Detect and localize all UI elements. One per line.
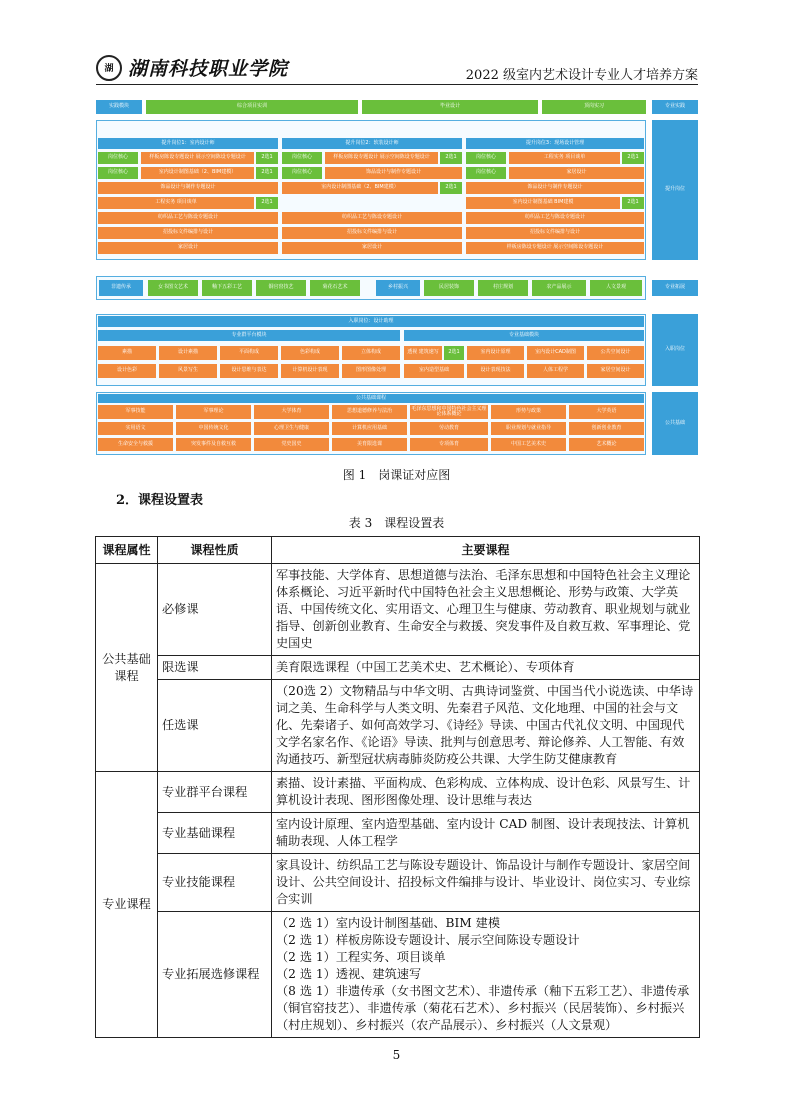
elective-line: （2 选 1）透视、建筑速写 [276,967,422,981]
choice-label: 2选1 [440,152,462,164]
course-attribute: 公共基础课程 [96,564,158,772]
position-core-label: 岗位核心 [466,167,506,179]
choice-label: 2选1 [622,197,644,209]
practice-module-label: 实践模块 [96,100,142,114]
course-block: 艺术概论 [569,438,644,451]
course-block: 专项体育 [410,438,488,451]
public-basic-title: 公共基础课程 [98,394,644,403]
course-block: 饰品设计与制作专题设计 [466,182,644,194]
course-list [272,912,700,1038]
table-row [96,854,700,912]
column-title: 提升岗位2：软装设计师 [282,138,462,149]
course-block: 平面构成 [220,346,278,360]
course-block: 风景写生 [159,364,217,378]
page-header [96,52,698,86]
course-nature: 专业拓展选修课程 [158,912,272,1038]
choice-label: 2选1 [444,346,464,360]
section-heading: 2．课程设置表 [116,493,204,508]
course-block: 室内造型基础 [404,364,464,378]
course-table [95,536,700,1038]
school-name: 湖南科技职业学院 [128,58,289,80]
course-block: 样板房陈设专题设计 展示空间陈设专题设计 [466,242,644,254]
platform-module-title: 专业群平台模块 [98,330,400,341]
side-label-entry: 入职岗位 [652,314,698,386]
course-block: 工程实务 项目谈单 [509,152,620,164]
choice-label: 2选1 [256,197,278,209]
choice-label: 2选1 [622,152,644,164]
extension-item: 菊花石艺术 [310,280,360,296]
course-block: 职业规划与就业指导 [491,422,566,435]
practice-block: 顶岗实习 [542,100,646,114]
course-block: 招投标文件编排与设计 [466,227,644,239]
course-block: 生命安全与救援 [98,438,173,451]
course-block: 纺织品工艺与陈设专题设计 [466,212,644,224]
course-block: 设计素描 [159,346,217,360]
table-row [96,564,700,656]
course-list: 军事技能、大学体育、思想道德与法治、毛泽东思想和中国特色社会主义理论体系概论、习近平新时代中国特色社会主义思想概论、形势与政策、大学英语、中国传统文化、实用语文、心理卫生与健康、劳动教育、职业规划与就业指导、创新创业教育、生命安全与救援、突发事件及自救互救、军事理论、党史国史 [272,564,700,656]
choice-label: 2选1 [440,182,462,194]
extension-item: 村庄规划 [478,280,528,296]
extension-item: 铜官窑技艺 [256,280,306,296]
choice-label: 2选1 [256,167,278,179]
column-title: 提升岗位3：现场设计管理 [466,138,644,149]
side-label-public: 公共基础 [652,392,698,455]
course-list: 美育限选课程（中国工艺美术史、艺术概论）、专项体育 [272,656,700,680]
course-block: 样板房陈设专题设计 展示空间陈设专题设计 [325,152,438,164]
table-row [96,772,700,813]
course-block: 突发事件及自救互救 [176,438,251,451]
course-block: 计算机应用基础 [332,422,407,435]
table-row [96,813,700,854]
basic-module-title: 专业基础模块 [404,330,644,341]
document-title: 2022 级室内艺术设计专业人才培养方案 [465,68,698,83]
table-row [96,680,700,772]
course-block: 军事理论 [176,405,251,419]
elective-line: （2 选 1）室内设计制图基础、BIM 建模 [276,916,501,930]
page-number: 5 [392,1048,401,1062]
table-header: 课程属性 [96,537,158,564]
rural-label: 乡村振兴 [376,280,420,296]
course-block: 家居设计 [509,167,644,179]
course-block: 纺织品工艺与陈设专题设计 [282,212,462,224]
course-block: 劳动教育 [410,422,488,435]
course-block: 样板房陈设专题设计 展示空间陈设专题设计 [141,152,254,164]
post-course-certificate-diagram [96,98,698,455]
elective-line: （2 选 1）样板房陈设专题设计、展示空间陈设专题设计 [276,933,580,947]
side-label-extension: 专业拓展 [652,280,698,296]
course-block: 招投标文件编排与设计 [98,227,278,239]
course-block: 招投标文件编排与设计 [282,227,462,239]
column-title: 提升岗位1：室内设计师 [98,138,278,149]
course-nature: 限选课 [158,656,272,680]
extension-item: 釉下五彩工艺 [202,280,252,296]
course-nature: 专业基础课程 [158,813,272,854]
course-block: 军事技能 [98,405,173,419]
course-block: 心理卫生与健康 [254,422,329,435]
course-block: 饰品设计与制作专题设计 [98,182,278,194]
course-block: 人体工程学 [527,364,584,378]
course-block: 纺织品工艺与陈设专题设计 [98,212,278,224]
side-label-practice: 专业实践 [652,100,698,114]
course-block: 室内设计制图基础（2、BIM建模） [141,167,254,179]
course-list: 家具设计、纺织品工艺与陈设专题设计、饰品设计与制作专题设计、家居空间设计、公共空间设计、招投标文件编排与设计、毕业设计、岗位实习、专业综合实训 [272,854,700,912]
header-rule [96,84,698,85]
course-nature: 专业技能课程 [158,854,272,912]
entry-title: 入职岗位：设计助理 [98,316,644,327]
course-block: 室内设计原理 [467,346,524,360]
practice-block: 综合项目实训 [146,100,358,114]
course-block: 家居设计 [98,242,278,254]
table-row [96,912,700,1038]
course-block: 创新创业教育 [569,422,644,435]
course-block: 公共空间设计 [587,346,644,360]
course-block: 实用语文 [98,422,173,435]
practice-block: 毕业设计 [362,100,538,114]
course-block: 设计色彩 [98,364,156,378]
course-nature: 必修课 [158,564,272,656]
course-attribute: 专业课程 [96,772,158,1038]
course-block: 室内设计制图基础（2、BIM建模） [282,182,438,194]
choice-label: 2选1 [256,152,278,164]
course-block: 计算机设计表现 [281,364,339,378]
position-core-label: 岗位核心 [98,167,138,179]
school-seal-icon: 湖 [96,55,122,81]
course-block: 党史国史 [254,438,329,451]
extension-item: 人文景观 [590,280,642,296]
elective-line: （8 选 1）非遗传承（女书图文艺术）、非遗传承（釉下五彩工艺）、非遗传承（铜官窑技艺）、非遗传承（菊花石艺术）、乡村振兴（民居装饰）、乡村振兴（村庄规划）、乡村振兴（农产品展示）、乡村振兴（人文景观） [276,984,690,1032]
table-header: 课程性质 [158,537,272,564]
course-block: 图形图像处理 [342,364,400,378]
course-block: 大学英语 [569,405,644,419]
course-block: 设计表现技法 [467,364,524,378]
extension-item: 女书图文艺术 [148,280,198,296]
course-block: 形势与政策 [491,405,566,419]
school-logo [96,54,288,81]
table-header: 主要课程 [272,537,700,564]
course-block: 家居空间设计 [587,364,644,378]
extension-item: 农产品展示 [532,280,586,296]
heritage-label: 非遗传承 [99,280,143,296]
side-label-improvement: 提升岗位 [652,120,698,260]
course-list: 素描、设计素描、平面构成、色彩构成、立体构成、设计色彩、风景写生、计算机设计表现、图形图像处理、设计思维与表达 [272,772,700,813]
course-block: 设计思维与表达 [220,364,278,378]
course-block: 思想道德修养与法治 [332,405,407,419]
course-list: 室内设计原理、室内造型基础、室内设计 CAD 制图、设计表现技法、计算机辅助表现、人体工程学 [272,813,700,854]
course-block: 色彩构成 [281,346,339,360]
course-block: 中国工艺美术史 [491,438,566,451]
course-block: 室内设计CAD制图 [527,346,584,360]
course-block: 美育限选课 [332,438,407,451]
elective-line: （2 选 1）工程实务、项目谈单 [276,950,446,964]
course-block: 透视 建筑速写 [404,346,442,360]
course-block: 工程实务 项目谈单 [98,197,254,209]
course-block: 饰品设计与制作专题设计 [325,167,462,179]
table-header-row [96,537,700,564]
position-core-label: 岗位核心 [98,152,138,164]
course-block: 中国传统文化 [176,422,251,435]
course-list: （20选 2）文物精品与中华文明、古典诗词鉴赏、中国当代小说选读、中华诗词之美、生命科学与人类文明、先秦君子风范、文化地理、中国的社会与文化、先秦诸子、如何高效学习、《诗经》导读、中国古代礼仪文明、中国现代文学名家名作、《论语》导读、批判与创意思考、辩论修养、人工智能、有效沟通技巧、新型冠状病毒肺炎防疫公共课、大学生防艾健康教育 [272,680,700,772]
course-block: 家居设计 [282,242,462,254]
table-row [96,656,700,680]
course-block: 大学体育 [254,405,329,419]
course-block: 室内设计制图基础 BIM建模 [466,197,620,209]
course-nature: 任选课 [158,680,272,772]
course-block: 毛泽东思想和中国特色社会主义理论体系概论 [411,405,487,417]
course-block: 立体构成 [342,346,400,360]
course-nature: 专业群平台课程 [158,772,272,813]
position-core-label: 岗位核心 [282,152,322,164]
table-caption: 表 3 课程设置表 [348,516,445,530]
position-core-label: 岗位核心 [282,167,322,179]
extension-item: 民居装饰 [424,280,474,296]
figure-caption: 图 1 岗课证对应图 [342,468,451,482]
course-block: 素描 [98,346,156,360]
position-core-label: 岗位核心 [466,152,506,164]
